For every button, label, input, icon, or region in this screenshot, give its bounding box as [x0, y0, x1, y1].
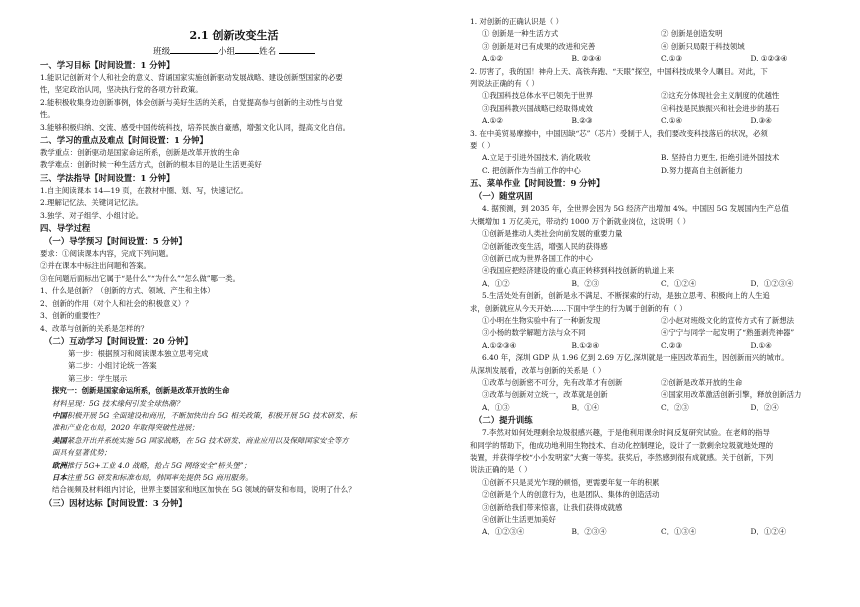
text-line: 性。 [40, 110, 55, 120]
text-line: 1.自主阅读课本 14—19 页，在教材中圈、划、写，快速记忆。 [40, 185, 248, 195]
question-7: 装置，并获得学校“小小发明家”大赛一等奖。获奖后，李然感到很有成就感。关于创新，下列 [470, 453, 774, 462]
question-3: 3. 在中美贸易摩擦中，中国因缺“芯”（芯片）受制于人，我们要改变科技落后的状况，必须 [470, 128, 768, 138]
option[interactable]: C. 把创新作为当前工作的中心 [482, 165, 581, 175]
option[interactable]: B. 坚持自力更生, 拒绝引进外国技术 [661, 153, 780, 163]
answer-choice[interactable]: C.①④ [661, 116, 682, 126]
option[interactable]: ② 创新是创造发明 [661, 29, 723, 39]
option[interactable]: ①我国科技总体水平已领先于世界 [482, 91, 593, 101]
step-line: 第三步：学生展示 [68, 373, 128, 383]
question-2-options [470, 90, 840, 102]
section-4-heading: 四、导学过程 [40, 223, 91, 234]
option[interactable]: ④创新让生活更加美好 [482, 515, 556, 525]
answer-choice[interactable]: D.①④ [750, 340, 772, 350]
answer-choice[interactable]: A.①② [482, 54, 503, 64]
answer-choice[interactable]: B．①④ [571, 402, 600, 412]
option[interactable]: ④国家用改革激活创新引擎，释放创新活力 [661, 390, 802, 400]
subsection-improve-heading: （二）提升训练 [474, 415, 533, 426]
text-line: 3.能够积极归纳、交流、感受中国传统科技，培养民族自豪感，增强文化认同，提高文化自信。 [40, 122, 351, 132]
question-7: 7.李然对如何处理剩余垃圾很感兴趣，于是他利用课余时间反复研究试验。在老师的指导 [482, 428, 770, 438]
class-info-line [40, 44, 428, 59]
option[interactable]: A.立足于引进外国技术, 消化吸收 [482, 153, 591, 163]
text-line: 3.独学、对子组学、小组讨论。 [40, 210, 144, 220]
option[interactable]: ③创新给我们带来惊喜，让我们获得成就感 [482, 502, 623, 512]
question-1-options [470, 28, 840, 40]
left-column [40, 16, 428, 510]
text-line: ③在问题后面标出它属于“是什么”“为什么”“怎么做”哪一类。 [40, 273, 241, 283]
answer-choice[interactable]: A.①② [482, 116, 503, 126]
option[interactable]: ③创新已成为世界各国工作的中心 [482, 253, 593, 263]
option[interactable]: ①创新是推动人类社会向前发展的重要力量 [482, 229, 623, 239]
answer-choice[interactable]: B. ②③④ [571, 54, 602, 64]
answer-choice[interactable]: B．②③ [571, 278, 600, 288]
text-line: 要求：①阅读课本内容，完成下列问题。 [40, 249, 174, 259]
question-7: 和同学的帮助下，他成功地利用生物技术、自动化控制理论，设计了一款剩余垃圾就地处理的 [470, 440, 774, 450]
section-2-heading: 二、学习的重点及难点【时间设置：1 分钟】 [40, 135, 208, 146]
text-line: ②并在课本中标注出问题和答案。 [40, 261, 151, 271]
question-2-answers [470, 115, 840, 127]
subsection-interactive-heading: （二）互动学习【时间设置：20 分钟】 [44, 335, 193, 346]
question-1-options [470, 41, 840, 53]
question-3: 要（ ） [470, 141, 495, 151]
option[interactable]: D.努力提高自主创新能力 [661, 165, 743, 175]
explore-heading: 探究一：创新是国家命运所系，创新是改革开放的生命 [52, 386, 230, 396]
material-line: 中国积极开展 5G 全面建设和商用，不断加快出台 5G 相关政策，积极开展 5G 技术研发、标 [52, 410, 357, 420]
question-6-options [470, 377, 840, 389]
answer-choice[interactable]: D．①②④ [750, 527, 786, 537]
material-line: 欧洲推行 5G+工业 4.0 战略，抢占 5G 网络安全“桥头堡”； [52, 460, 251, 470]
question-6-answers [470, 402, 840, 414]
option[interactable]: ①小明在生物实验中有了一种新发现 [482, 315, 601, 325]
question-4: 大概增加 1 万亿美元，带动约 1000 万个新就业岗位，这说明（ ） [470, 216, 691, 226]
option[interactable]: ④我国应把经济建设的重心真正转移到科技创新的轨道上来 [482, 266, 675, 276]
text-line: 2.理解记忆法、关键词记忆法。 [40, 198, 144, 208]
question-line: 4、改革与创新的关系是怎样的？ [40, 323, 149, 333]
option[interactable]: ① 创新是一种生活方式 [482, 29, 559, 39]
answer-choice[interactable]: B.②③ [571, 116, 593, 126]
answer-choice[interactable]: B．②③④ [571, 527, 607, 537]
answer-choice[interactable]: A．①② [482, 278, 510, 288]
section-5-heading: 五、菜单作业【时间设置：9 分钟】 [470, 178, 605, 189]
material-line: 日本注重 5G 研发和标准布局，韩国率先提供 5G 商用服务。 [52, 472, 253, 482]
question-3-options [470, 152, 840, 164]
answer-choice[interactable]: C.②③ [661, 340, 682, 350]
option[interactable]: ③改革与创新对立统一，改革就是创新 [482, 390, 608, 400]
option[interactable]: ④宁宁与同学一起发明了“熟蛋剥壳神器” [661, 328, 795, 338]
answer-choice[interactable]: B.①②④ [571, 340, 600, 350]
step-line: 第一步：根据预习和阅读课本独立思考完成 [68, 348, 209, 358]
answer-choice[interactable]: C.①③ [661, 54, 682, 64]
question-5: 5.生活处处有创新，创新是永不满足、不断探索的行动，是独立思考、积极向上的人生追 [482, 291, 770, 301]
name-blank[interactable] [279, 44, 315, 54]
subsection-preview-heading: （一）导学预习【时间设置：5 分钟】 [44, 236, 187, 247]
class-blank[interactable] [170, 44, 218, 54]
section-1-body [40, 72, 428, 134]
answer-choice[interactable]: D.③④ [750, 116, 772, 126]
material-line: 美国紧急开出并系统实施 5G 国家战略，在 5G 技术研发、商业应用以及保障国家安全等方 [52, 435, 349, 445]
subsection-consolidate-heading: （一）随堂巩固 [474, 191, 533, 202]
text-line: 2.能积极收集身边创新事例，体会创新与美好生活的关系，自觉提高参与创新的主动性与自觉 [40, 97, 343, 107]
class-label: 班级 [153, 47, 171, 57]
page-title: 2.1 创新改变生活 [189, 29, 279, 42]
option[interactable]: ③我国科教兴国战略已经取得成效 [482, 103, 593, 113]
group-label: 小组 [218, 47, 236, 57]
group-blank[interactable] [235, 44, 259, 54]
question-5-answers [470, 340, 840, 352]
option[interactable]: ④科技是民族振兴和社会进步的基石 [661, 103, 780, 113]
option[interactable]: ④ 创新只局限于科技领域 [661, 41, 745, 51]
question-5-options [470, 327, 840, 339]
answer-choice[interactable]: A．①③ [482, 402, 510, 412]
answer-choice[interactable]: D. ①②③④ [750, 54, 788, 64]
question-6: 6.40 年，深圳 GDP 从 1.96 亿到 2.69 万亿,深圳就是一座因改革而生，因创新而兴的城市。 [482, 353, 789, 363]
option[interactable]: ①创新不只是灵光乍现的顿悟，更需要年复一年的积累 [482, 477, 660, 487]
step-line: 第二步：小组讨论统一答案 [68, 361, 157, 371]
right-column [470, 16, 840, 539]
option[interactable]: ③ 创新是对已有成果的改进和完善 [482, 41, 596, 51]
answer-choice[interactable]: A．①②③④ [482, 527, 525, 537]
option[interactable]: ②创新是个人的创意行为，也是团队、集体的创造活动 [482, 490, 660, 500]
question-3-options [470, 165, 840, 177]
question-2: 列说法正确的有（ ） [470, 79, 539, 89]
question-7: 说法正确的是（ ） [470, 465, 532, 475]
question-2: 2. 厉害了，我的国！神舟上天、高铁奔跑、“天眼”探空，中国科技成果令人瞩目。对此，下 [470, 66, 768, 76]
question-line: 3、创新的重要性？ [40, 311, 104, 321]
option[interactable]: ②这充分体现社会主义制度的优越性 [661, 91, 780, 101]
question-7-answers [470, 526, 840, 538]
explore-intro: 材料呈现：5G 技术缘何引发全球热潮？ [52, 398, 184, 408]
name-label: 姓名 [259, 47, 277, 57]
answer-choice[interactable]: A.①②③④ [482, 340, 517, 350]
answer-choice[interactable]: C．②③ [661, 402, 689, 412]
question-2-options [470, 103, 840, 115]
question-4: 4. 据预测，到 2035 年，全世界会因为 5G 经济产出增加 4%。中国因 5G 发展国内生产总值 [482, 204, 789, 214]
material-line: 准和产业化布局，2020 年取得突破性进展； [52, 423, 199, 433]
question-5: 求，创新就应从今天开始……下面中学生的行为属于创新的有（ ） [470, 303, 687, 313]
answer-choice[interactable]: D．②④ [750, 402, 779, 412]
question-line: 2、创新的作用（对个人和社会的积极意义）？ [40, 298, 193, 308]
question-1: 1. 对创新的正确认识是（ ） [470, 17, 564, 26]
question-6-options [470, 389, 840, 401]
option[interactable]: ③小杨的数学解题方法与众不同 [482, 328, 586, 338]
text-line: 教学重点：创新驱动是国家命运所系，创新是改革开放的生命 [40, 148, 240, 158]
section-3-heading: 三、学法指导【时间设置：1 分钟】 [40, 172, 175, 183]
option[interactable]: ①改革与创新密不可分，先有改革才有创新 [482, 377, 623, 387]
answer-choice[interactable]: D．①②③④ [750, 278, 794, 288]
explore-question: 结合视频及材料组内讨论，世界主要国家和地区加快在 5G 领域的研发和布局，说明了什么？ [52, 485, 356, 495]
answer-choice[interactable]: C．①③④ [661, 527, 697, 537]
question-1-answers [470, 53, 840, 65]
option[interactable]: ②创新是改革开放的生命 [661, 377, 743, 387]
subsection-target-heading: （三）因材达标【时间设置：3 分钟】 [44, 497, 187, 508]
material-line: 面具有显著优势； [52, 448, 112, 458]
text-line: 1.能识记创新对个人和社会的意义、背诵国家实施创新驱动发展战略、建设创新型国家的必要 [40, 73, 343, 82]
question-6: 从深圳发展看，改革与创新的关系是（ ） [470, 365, 606, 375]
text-line: 教学难点：创新时候一种生活方式，创新的根本目的是让生活更美好 [40, 160, 262, 170]
question-4-answers [470, 278, 840, 290]
answer-choice[interactable]: C．①②④ [661, 278, 697, 288]
option[interactable]: ②小赵对班级文化的宣传方式有了新想法 [661, 315, 795, 325]
option[interactable]: ②创新能改变生活，增强人民的获得感 [482, 241, 608, 251]
section-1-heading: 一、学习目标【时间设置：1 分钟】 [40, 60, 175, 70]
question-5-options [470, 315, 840, 327]
text-line: 性，坚定政治认同，坚决执行党的各项方针政策。 [40, 85, 203, 95]
question-line: 1、什么是创新？（创新的方式、领域、产生和主体） [40, 286, 215, 296]
